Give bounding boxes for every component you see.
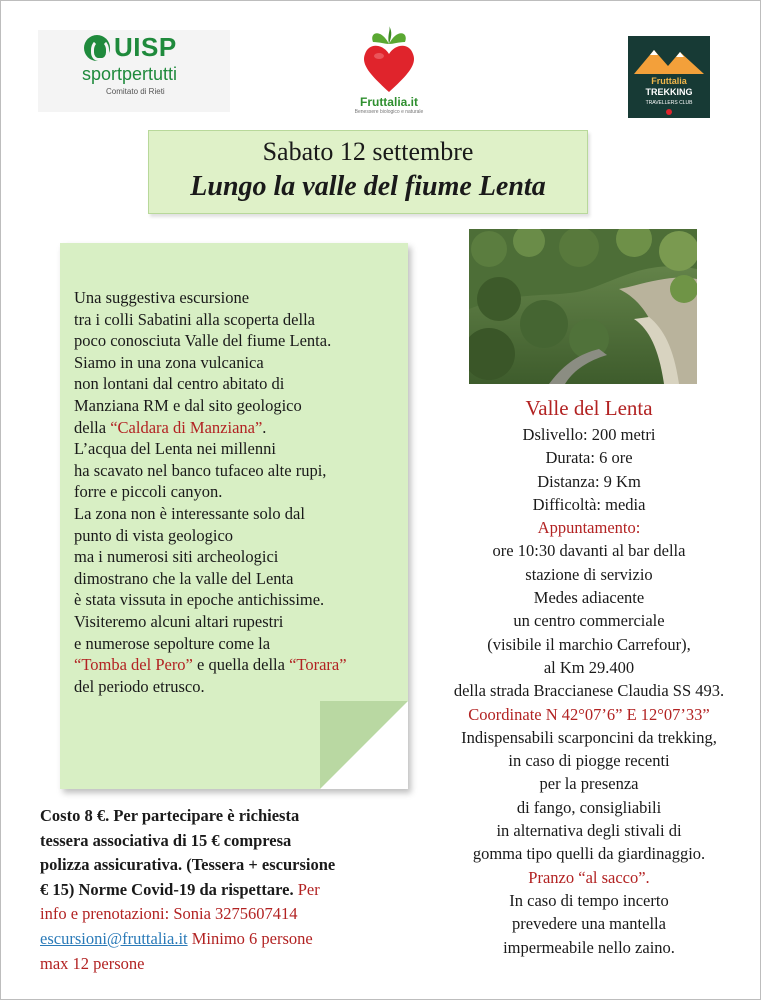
highlight-text: Per: [293, 879, 320, 899]
text-segment: Dslivello: 200 metri: [522, 425, 656, 444]
text-segment: polizza assicurativa. (Tessera + escursione: [40, 855, 336, 875]
text-segment: Difficoltà: media: [532, 494, 646, 514]
cost-line: [40, 878, 430, 903]
description-line: [74, 330, 414, 352]
text-segment: Costo 8 €. Per partecipare è richiesta: [40, 806, 300, 825]
details-line: [420, 563, 758, 586]
text-segment: .: [262, 417, 267, 437]
title-box: [148, 130, 588, 214]
text-segment: al Km 29.400: [543, 657, 635, 677]
text-segment: dimostrano che la valle del Lenta: [74, 568, 294, 588]
details-heading: Valle del Lenta: [525, 396, 653, 420]
details-line: [420, 749, 758, 772]
fruttalia-trekking-logo: [628, 36, 710, 118]
text-segment: Distanza: 9 Km: [537, 471, 641, 491]
text-segment: tra i colli Sabatini alla scoperta della: [74, 309, 315, 329]
trekking-line2: TREKKING: [645, 87, 693, 97]
details-line: [420, 493, 758, 516]
text-segment: L’acqua del Lenta nei millenni: [74, 439, 276, 459]
text-segment: per la presenza: [539, 774, 639, 794]
text-segment: Visiteremo alcuni altari rupestri: [74, 611, 284, 631]
text-segment: Manziana RM e dal sito geologico: [74, 395, 302, 415]
cost-line: [40, 952, 430, 977]
text-segment: prevedere una mantella: [512, 914, 666, 934]
text-segment: poco conosciuta Valle del fiume Lenta.: [74, 331, 332, 351]
text-segment: della: [74, 417, 111, 437]
text-segment: punto di vista geologico: [74, 525, 234, 545]
uisp-sub: Comitato di Rieti: [106, 87, 165, 96]
cost-info: [40, 804, 430, 976]
cost-line: [40, 927, 430, 952]
cost-line: [40, 853, 430, 878]
description-line: [74, 481, 414, 503]
description-line: [74, 633, 414, 655]
details-line: [420, 516, 758, 539]
text-segment: e quella della: [192, 655, 290, 675]
fruttalia-logo: [348, 22, 430, 118]
text-segment: ha scavato nel banco tufaceo alte rupi,: [74, 460, 327, 480]
description-line: [74, 611, 414, 633]
highlight-text: “Caldara di Manziana”: [110, 417, 263, 437]
details-line: [420, 633, 758, 656]
highlight-text: Coordinate N 42°07’6” E 12°07’33”: [468, 704, 710, 724]
description-line: [74, 438, 414, 460]
valley-photo: [469, 229, 697, 384]
text-segment: ma i numerosi siti archeologici: [74, 547, 279, 567]
details-line: [420, 866, 758, 889]
text-segment: Siamo in una zona vulcanica: [74, 352, 264, 372]
description-line: [74, 676, 414, 698]
details-column: [420, 396, 758, 959]
details-line: [420, 936, 758, 959]
description-line: [74, 417, 414, 439]
text-segment: Una suggestiva escursione: [74, 288, 250, 307]
highlight-text: Pranzo “al sacco”.: [528, 867, 650, 887]
details-line: [420, 423, 758, 446]
text-segment: tessera associativa di 15 € compresa: [40, 830, 292, 850]
text-segment: è stata vissuta in epoche antichissime.: [74, 590, 325, 610]
fruttalia-tiny: Benessere biologico e naturale: [354, 109, 424, 115]
description-line: [74, 460, 414, 482]
details-line: [420, 912, 758, 935]
description-line: [74, 395, 414, 417]
description-line: [74, 503, 414, 525]
details-line: [420, 679, 758, 702]
details-line: [420, 703, 758, 726]
description-line: [74, 525, 414, 547]
email-link[interactable]: escursioni@fruttalia.it: [40, 928, 188, 948]
details-line: [420, 889, 758, 912]
text-segment: del periodo etrusco.: [74, 676, 205, 696]
event-date: Sabato 12 settembre: [262, 137, 474, 166]
description-line: [74, 309, 414, 331]
uisp-logo: [38, 30, 230, 112]
text-segment: della strada Braccianese Claudia SS 493.: [453, 681, 725, 701]
trekking-line1: Fruttalia: [651, 76, 687, 86]
event-title: Lungo la valle del fiume Lenta: [190, 171, 546, 202]
description-line: [74, 287, 414, 309]
text-segment: gomma tipo quelli da giardinaggio.: [472, 844, 706, 864]
description-line: [74, 589, 414, 611]
highlight-text: max 12 persone: [40, 953, 145, 973]
uisp-logo-icon: [84, 35, 110, 61]
details-line: [420, 726, 758, 749]
text-segment: forre e piccoli canyon.: [74, 482, 223, 502]
details-line: [420, 446, 758, 469]
description-note: [60, 243, 408, 789]
highlight-text: “Torara”: [289, 655, 347, 675]
highlight-text: info e prenotazioni: Sonia 3275607414: [40, 904, 298, 924]
text-segment: in caso di piogge recenti: [508, 751, 670, 771]
details-line: [420, 842, 758, 865]
trekking-line3: TRAVELLERS CLUB: [645, 100, 693, 106]
details-line: [420, 656, 758, 679]
details-line: [420, 772, 758, 795]
description-text: [74, 287, 414, 697]
fruttalia-name: Fruttalia.it: [359, 95, 418, 109]
text-segment: Indispensabili scarponcini da trekking,: [461, 727, 717, 747]
strawberry-heart-icon: [359, 22, 419, 94]
text-segment: € 15) Norme Covid-19 da rispettare.: [40, 879, 294, 899]
note-folded-corner: [320, 701, 408, 789]
highlight-text: “Tomba del Pero”: [74, 655, 193, 675]
details-line: [420, 609, 758, 632]
text-segment: un centro commerciale: [513, 611, 665, 631]
description-line: [74, 546, 414, 568]
text-segment: La zona non è interessante solo dal: [74, 503, 305, 523]
details-line: [420, 586, 758, 609]
details-line: [420, 819, 758, 842]
text-segment: non lontani dal centro abitato di: [74, 374, 285, 394]
details-line: [420, 796, 758, 819]
cost-line: [40, 902, 430, 927]
text-segment: di fango, consigliabili: [516, 797, 662, 817]
description-line: [74, 352, 414, 374]
text-segment: In caso di tempo incerto: [509, 890, 669, 910]
uisp-brand: UISP: [114, 32, 177, 62]
text-segment: ore 10:30 davanti al bar della: [492, 541, 686, 561]
uisp-tagline: sportpertutti: [82, 64, 178, 84]
details-line: [420, 470, 758, 493]
description-line: [74, 654, 414, 676]
details-text: [420, 423, 758, 959]
text-segment: Durata: 6 ore: [545, 448, 633, 468]
highlight-text: Minimo 6 persone: [187, 928, 313, 948]
text-segment: (visibile il marchio Carrefour),: [487, 634, 691, 654]
text-segment: Medes adiacente: [533, 588, 645, 608]
highlight-text: Appuntamento:: [537, 518, 641, 538]
text-segment: stazione di servizio: [525, 564, 653, 584]
description-line: [74, 373, 414, 395]
text-segment: impermeabile nello zaino.: [503, 937, 675, 957]
cost-line: [40, 829, 430, 854]
description-line: [74, 568, 414, 590]
cost-line: [40, 804, 430, 829]
details-line: [420, 539, 758, 562]
text-segment: e numerose sepolture come la: [74, 633, 271, 653]
text-segment: in alternativa degli stivali di: [496, 821, 682, 841]
